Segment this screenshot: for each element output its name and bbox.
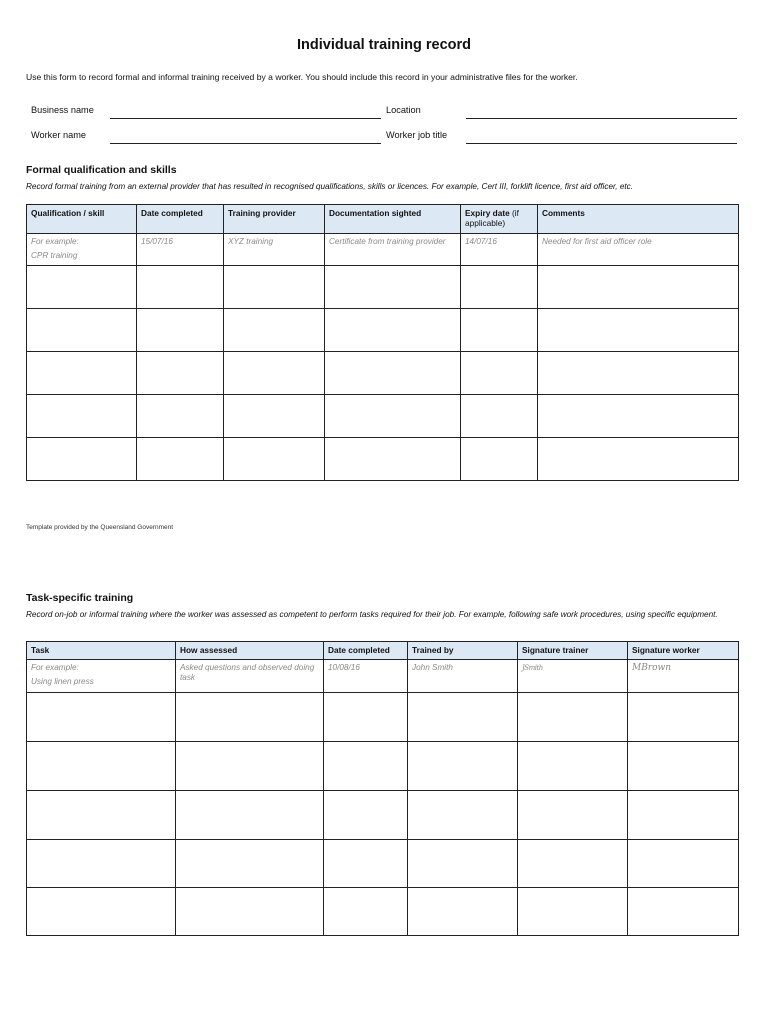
business-name-label: Business name <box>31 105 94 115</box>
worker-signature-image: MBrown <box>632 663 672 673</box>
table-cell[interactable] <box>27 888 176 936</box>
task-section-heading: Task-specific training <box>26 592 134 604</box>
location-label: Location <box>386 105 421 115</box>
business-name-field[interactable] <box>110 118 381 119</box>
table-cell[interactable] <box>461 309 538 352</box>
worker-name-field[interactable] <box>110 143 381 144</box>
table-cell[interactable] <box>408 791 518 840</box>
formal-header-row <box>27 205 739 234</box>
col-task: Task <box>27 642 176 660</box>
table-row <box>27 395 739 438</box>
table-cell[interactable] <box>324 791 408 840</box>
example-trained-by: John Smith <box>408 660 518 693</box>
table-cell[interactable] <box>324 840 408 888</box>
table-cell[interactable] <box>538 438 739 481</box>
location-field[interactable] <box>466 118 737 119</box>
table-cell[interactable] <box>461 266 538 309</box>
col-expiry-date <box>461 205 538 234</box>
table-cell[interactable] <box>325 309 461 352</box>
table-row <box>27 352 739 395</box>
table-cell[interactable] <box>518 888 628 936</box>
expiry-main: Expiry date <box>465 208 510 218</box>
worker-job-title-field[interactable] <box>466 143 737 144</box>
intro-text: Use this form to record formal and informal training received by a worker. You should include this record in your administrative files for the worker. <box>26 72 578 82</box>
col-trained-by: Trained by <box>408 642 518 660</box>
col-how-assessed: How assessed <box>176 642 324 660</box>
col-training-provider: Training provider <box>224 205 325 234</box>
task-header-row <box>27 642 739 660</box>
table-cell[interactable] <box>137 309 224 352</box>
table-cell[interactable] <box>137 395 224 438</box>
col-qualification: Qualification / skill <box>27 205 137 234</box>
table-cell[interactable] <box>176 840 324 888</box>
col-task-date-completed: Date completed <box>324 642 408 660</box>
table-cell[interactable] <box>27 352 137 395</box>
table-cell[interactable] <box>27 438 137 481</box>
example-qualification-line1: For example: <box>31 237 79 246</box>
expiry-sub: (if applicable) <box>465 208 519 228</box>
table-cell[interactable] <box>27 395 137 438</box>
example-signature-worker <box>628 660 739 693</box>
table-cell[interactable] <box>518 693 628 742</box>
example-qualification <box>27 234 137 266</box>
table-row <box>27 266 739 309</box>
col-signature-trainer: Signature trainer <box>518 642 628 660</box>
table-cell[interactable] <box>518 742 628 791</box>
table-row <box>27 840 739 888</box>
example-date-completed: 15/07/16 <box>137 234 224 266</box>
table-cell[interactable] <box>27 309 137 352</box>
col-documentation-sighted: Documentation sighted <box>325 205 461 234</box>
example-training-provider: XYZ training <box>224 234 325 266</box>
table-cell[interactable] <box>325 266 461 309</box>
table-cell[interactable] <box>27 742 176 791</box>
table-cell[interactable] <box>224 266 325 309</box>
table-cell[interactable] <box>538 309 739 352</box>
table-cell[interactable] <box>325 395 461 438</box>
table-cell[interactable] <box>538 266 739 309</box>
table-cell[interactable] <box>538 352 739 395</box>
table-row <box>27 742 739 791</box>
table-row <box>27 693 739 742</box>
table-cell[interactable] <box>137 438 224 481</box>
table-cell[interactable] <box>325 438 461 481</box>
table-cell[interactable] <box>538 395 739 438</box>
table-cell[interactable] <box>518 840 628 888</box>
table-cell[interactable] <box>628 791 739 840</box>
table-cell[interactable] <box>325 352 461 395</box>
example-signature-trainer <box>518 660 628 693</box>
table-cell[interactable] <box>324 888 408 936</box>
example-task-line1: For example: <box>31 663 79 672</box>
table-cell[interactable] <box>408 840 518 888</box>
formal-training-table <box>26 204 739 481</box>
task-training-table <box>26 641 739 936</box>
table-cell[interactable] <box>137 266 224 309</box>
task-example-row <box>27 660 739 693</box>
table-cell[interactable] <box>176 888 324 936</box>
example-how-assessed: Asked questions and observed doing task <box>176 660 324 693</box>
task-section-description: Record on-job or informal training where the worker was assessed as competent to perform tasks required for their job. For example, following safe work procedures, using specific equipment. <box>26 610 718 619</box>
table-cell[interactable] <box>324 693 408 742</box>
table-cell[interactable] <box>224 352 325 395</box>
footer-note: Template provided by the Queensland Government <box>26 524 174 531</box>
table-cell[interactable] <box>628 888 739 936</box>
table-cell[interactable] <box>224 309 325 352</box>
worker-job-title-label: Worker job title <box>386 130 448 140</box>
table-cell[interactable] <box>27 791 176 840</box>
col-signature-worker: Signature worker <box>628 642 739 660</box>
table-cell[interactable] <box>518 791 628 840</box>
example-task-line2: Using linen press <box>31 677 94 686</box>
table-cell[interactable] <box>461 395 538 438</box>
document-title: Individual training record <box>296 37 472 53</box>
table-cell[interactable] <box>628 840 739 888</box>
table-cell[interactable] <box>224 438 325 481</box>
example-expiry: 14/07/16 <box>461 234 538 266</box>
table-cell[interactable] <box>461 352 538 395</box>
col-date-completed: Date completed <box>137 205 224 234</box>
table-cell[interactable] <box>224 395 325 438</box>
table-row <box>27 791 739 840</box>
table-cell[interactable] <box>176 791 324 840</box>
table-row <box>27 309 739 352</box>
formal-section-heading: Formal qualification and skills <box>26 164 177 176</box>
table-cell[interactable] <box>27 693 176 742</box>
table-cell[interactable] <box>137 352 224 395</box>
table-cell[interactable] <box>176 742 324 791</box>
example-task <box>27 660 176 693</box>
table-cell[interactable] <box>628 742 739 791</box>
formal-example-row <box>27 234 739 266</box>
table-cell[interactable] <box>27 266 137 309</box>
table-cell[interactable] <box>176 693 324 742</box>
trainer-signature-image: JSmith <box>522 664 543 672</box>
table-row <box>27 888 739 936</box>
table-cell[interactable] <box>324 742 408 791</box>
col-comments: Comments <box>538 205 739 234</box>
table-cell[interactable] <box>408 742 518 791</box>
worker-name-label: Worker name <box>31 130 86 140</box>
formal-section-description: Record formal training from an external provider that has resulted in recognised qualifications, skills or licences. For example, Cert III, forklift licence, first aid officer, etc. <box>26 182 634 191</box>
table-cell[interactable] <box>27 840 176 888</box>
table-cell[interactable] <box>408 888 518 936</box>
example-qualification-line2: CPR training <box>31 251 78 260</box>
table-cell[interactable] <box>408 693 518 742</box>
table-row <box>27 438 739 481</box>
table-cell[interactable] <box>461 438 538 481</box>
example-documentation: Certificate from training provider <box>325 234 461 266</box>
example-task-date: 10/08/16 <box>324 660 408 693</box>
table-cell[interactable] <box>628 693 739 742</box>
example-comments: Needed for first aid officer role <box>538 234 739 266</box>
